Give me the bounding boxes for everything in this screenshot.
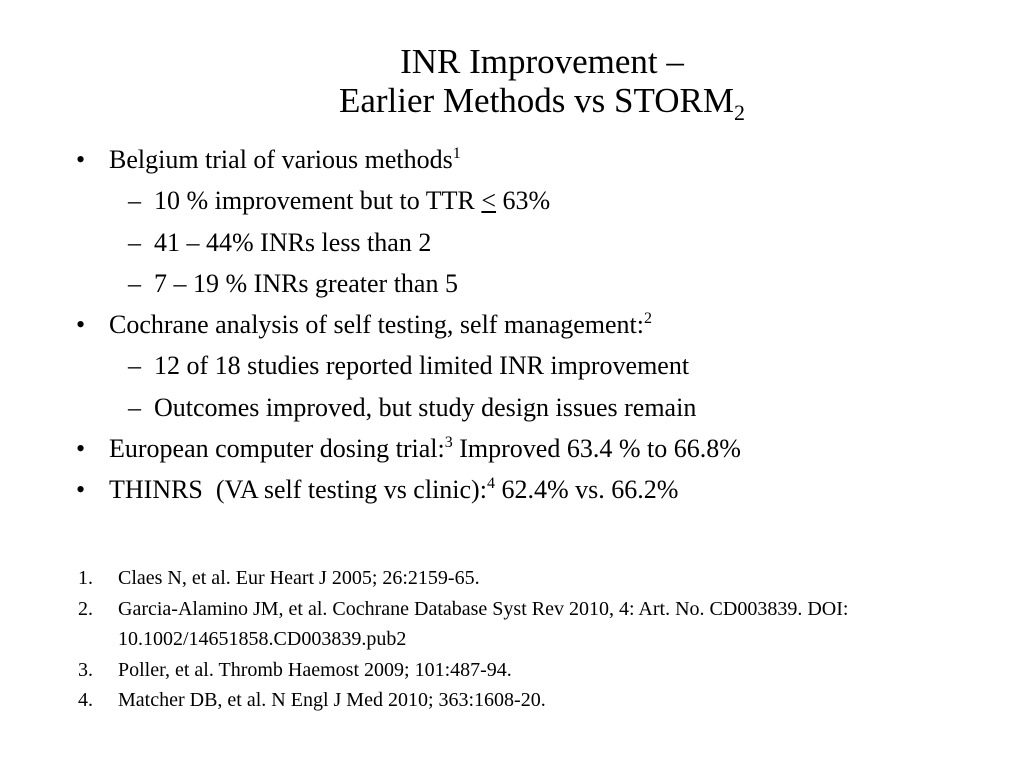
dash-marker: – bbox=[128, 227, 141, 257]
bullet-item bbox=[76, 469, 996, 510]
reference-number: 1. bbox=[78, 567, 93, 589]
reference-text: Claes N, et al. Eur Heart J 2005; 26:2159-65. bbox=[118, 567, 480, 589]
reference-number: 4. bbox=[78, 689, 93, 711]
dash-marker: – bbox=[128, 268, 141, 298]
title-line-1: INR Improvement – bbox=[400, 42, 684, 81]
reference-item bbox=[78, 563, 978, 594]
slide-title bbox=[0, 42, 1024, 125]
sub-bullet-item bbox=[76, 387, 996, 428]
title-subscript: 2 bbox=[734, 100, 746, 125]
sub-bullet-item bbox=[76, 345, 996, 386]
bullet-marker: • bbox=[76, 145, 86, 174]
citation-superscript: 4 bbox=[486, 475, 495, 493]
reference-text: Matcher DB, et al. N Engl J Med 2010; 363:1608-20. bbox=[118, 689, 546, 711]
sub-bullet-text: Outcomes improved, but study design issues remain bbox=[154, 392, 697, 422]
title-line-2-text: Earlier Methods vs STORM bbox=[338, 81, 735, 120]
dash-marker: – bbox=[128, 186, 141, 216]
reference-text: Garcia-Alamino JM, et al. Cochrane Database Syst Rev 2010, 4: Art. No. CD003839. DOI: 10.1002/14651858.CD003839.pub2 bbox=[118, 597, 849, 650]
bullet-item bbox=[76, 428, 996, 469]
bullet-marker: • bbox=[76, 310, 86, 340]
bullet-text: European computer dosing trial: bbox=[109, 434, 445, 464]
citation-superscript: 1 bbox=[452, 145, 461, 162]
reference-item bbox=[78, 594, 978, 655]
bullet-marker: • bbox=[76, 434, 86, 464]
underlined-less-than-symbol: < bbox=[481, 186, 497, 216]
bullet-text: THINRS (VA self testing vs clinic): bbox=[109, 475, 487, 505]
bullet-text: Cochrane analysis of self testing, self management: bbox=[109, 310, 645, 340]
bullet-list bbox=[76, 139, 996, 511]
citation-superscript: 3 bbox=[444, 434, 453, 452]
reference-item bbox=[78, 655, 978, 686]
title-line-2 bbox=[0, 81, 1024, 125]
bullet-text: Belgium trial of various methods bbox=[109, 145, 453, 174]
reference-number: 3. bbox=[78, 658, 93, 681]
bullet-marker: • bbox=[76, 475, 86, 505]
sub-bullet-text: 41 – 44% INRs less than 2 bbox=[154, 227, 432, 257]
sub-bullet-item bbox=[76, 180, 996, 221]
sub-bullet-text: 7 – 19 % INRs greater than 5 bbox=[154, 268, 458, 298]
dash-marker: – bbox=[128, 351, 141, 381]
bullet-item bbox=[76, 139, 996, 180]
dash-marker: – bbox=[128, 392, 141, 422]
reference-item bbox=[78, 685, 978, 716]
sub-bullet-text: 10 % improvement but to TTR bbox=[154, 186, 482, 216]
sub-bullet-text: 12 of 18 studies reported limited INR improvement bbox=[154, 351, 690, 381]
reference-list bbox=[78, 563, 978, 716]
bullet-text-end: Improved 63.4 % to 66.8% bbox=[452, 434, 741, 464]
sub-bullet-text-end: 63% bbox=[496, 186, 551, 216]
citation-superscript: 2 bbox=[644, 310, 653, 328]
sub-bullet-item bbox=[76, 263, 996, 304]
bullet-text-end: 62.4% vs. 66.2% bbox=[494, 475, 679, 505]
bullet-item bbox=[76, 304, 996, 345]
reference-text: Poller, et al. Thromb Haemost 2009; 101:487-94. bbox=[118, 658, 512, 681]
sub-bullet-item bbox=[76, 222, 996, 263]
reference-number: 2. bbox=[78, 597, 93, 620]
